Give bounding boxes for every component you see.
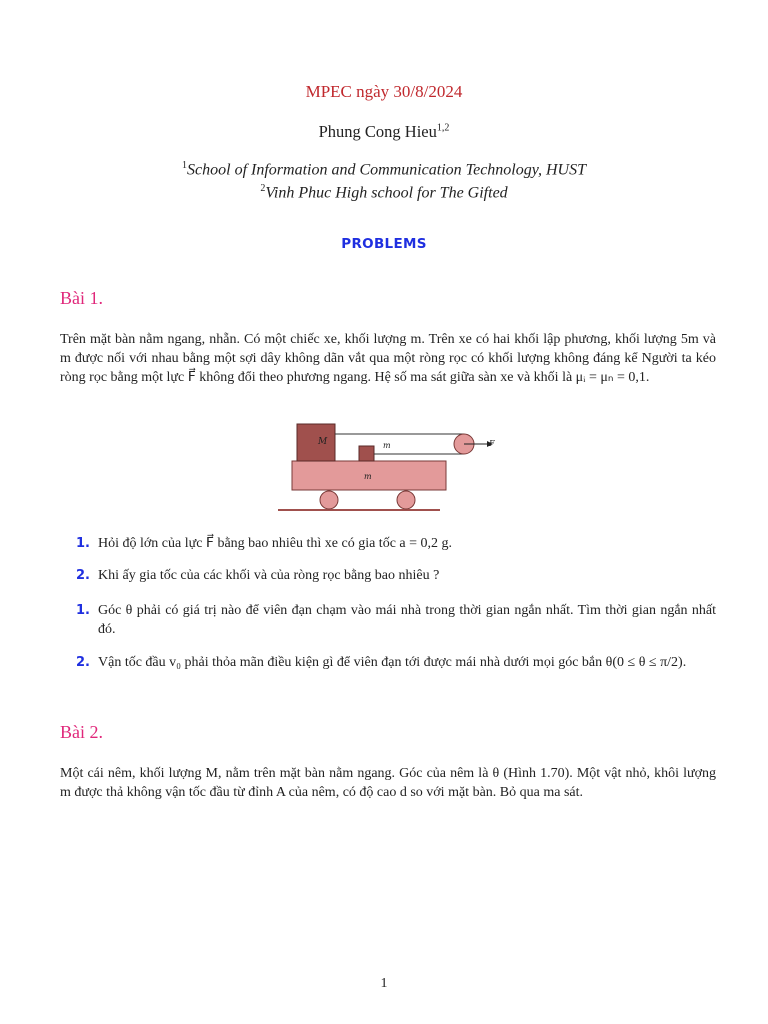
item-text: Góc θ phải có giá trị nào để viên đạn chạm vào mái nhà trong thời gian ngắn nhất. Tìm thời gian ngắn nhất đó. (98, 603, 716, 637)
cart-pulley-figure (276, 418, 496, 518)
bai2-heading: Bài 2. (60, 722, 103, 742)
affiliation-2-sup: 2 (260, 183, 266, 194)
item-text: Vận tốc đầu v₀ phải thỏa mãn điều kiện gì để viên đạn tới được mái nhà dưới mọi góc bắn θ(0 ≤ θ ≤ π/2). (98, 655, 687, 670)
item-number: 2. (76, 655, 90, 670)
cart-wheel-left (320, 491, 338, 509)
label-big-block: M (318, 437, 328, 447)
bai1-heading: Bài 1. (60, 288, 103, 308)
author-name: Phung Cong Hieu (318, 122, 437, 141)
big-block (297, 424, 335, 461)
label-force: F (489, 439, 495, 448)
item-number: 2. (76, 568, 90, 583)
small-block (359, 446, 374, 461)
affiliation-1-sup: 1 (182, 160, 188, 171)
cart-wheel-right (397, 491, 415, 509)
bai2-paragraph: Một cái nêm, khối lượng M, nằm trên mặt bàn nằm ngang. Góc của nêm là θ (Hình 1.70). Một vật nhỏ, khôi lượng m được thả không vận tốc đầu từ đỉnh A của nêm, có độ cao d so với mặt bàn. Bỏ qua ma sát. (60, 766, 716, 800)
item-text: Khi ấy gia tốc của các khối và của ròng rọc bằng bao nhiêu ? (98, 568, 440, 583)
author-superscript: 1,2 (436, 122, 450, 134)
label-rope: m (383, 441, 391, 450)
author-line (0, 122, 768, 142)
item-number: 1. (76, 536, 90, 551)
affiliation-1 (0, 160, 768, 179)
item-number: 1. (76, 603, 90, 618)
affiliation-1-text: School of Information and Communication Technology, HUST (187, 161, 586, 179)
affiliation-2-text: Vinh Phuc High school for The Gifted (265, 184, 508, 202)
page-number: 1 (380, 976, 388, 991)
document-title: MPEC ngày 30/8/2024 (305, 82, 463, 101)
bai1-paragraph: Trên mặt bàn nằm ngang, nhẵn. Có một chiếc xe, khối lượng m. Trên xe có hai khối lập phương, khối lượng 5m và m được nối với nhau bằng một sợi dây không dãn vắt qua một ròng rọc có khối lượng không đáng kể Người ta kéo ròng rọc bằng một lực F⃗ không đổi theo phương ngang. Hệ số ma sát giữa sàn xe và khối là μᵢ = μₙ = 0,1. (60, 332, 716, 385)
item-text: Hỏi độ lớn của lực F⃗ bằng bao nhiêu thì xe có gia tốc a = 0,2 g. (98, 536, 453, 551)
label-cart: m (364, 472, 372, 481)
affiliation-2 (0, 183, 768, 202)
problems-heading: PROBLEMS (341, 236, 427, 252)
